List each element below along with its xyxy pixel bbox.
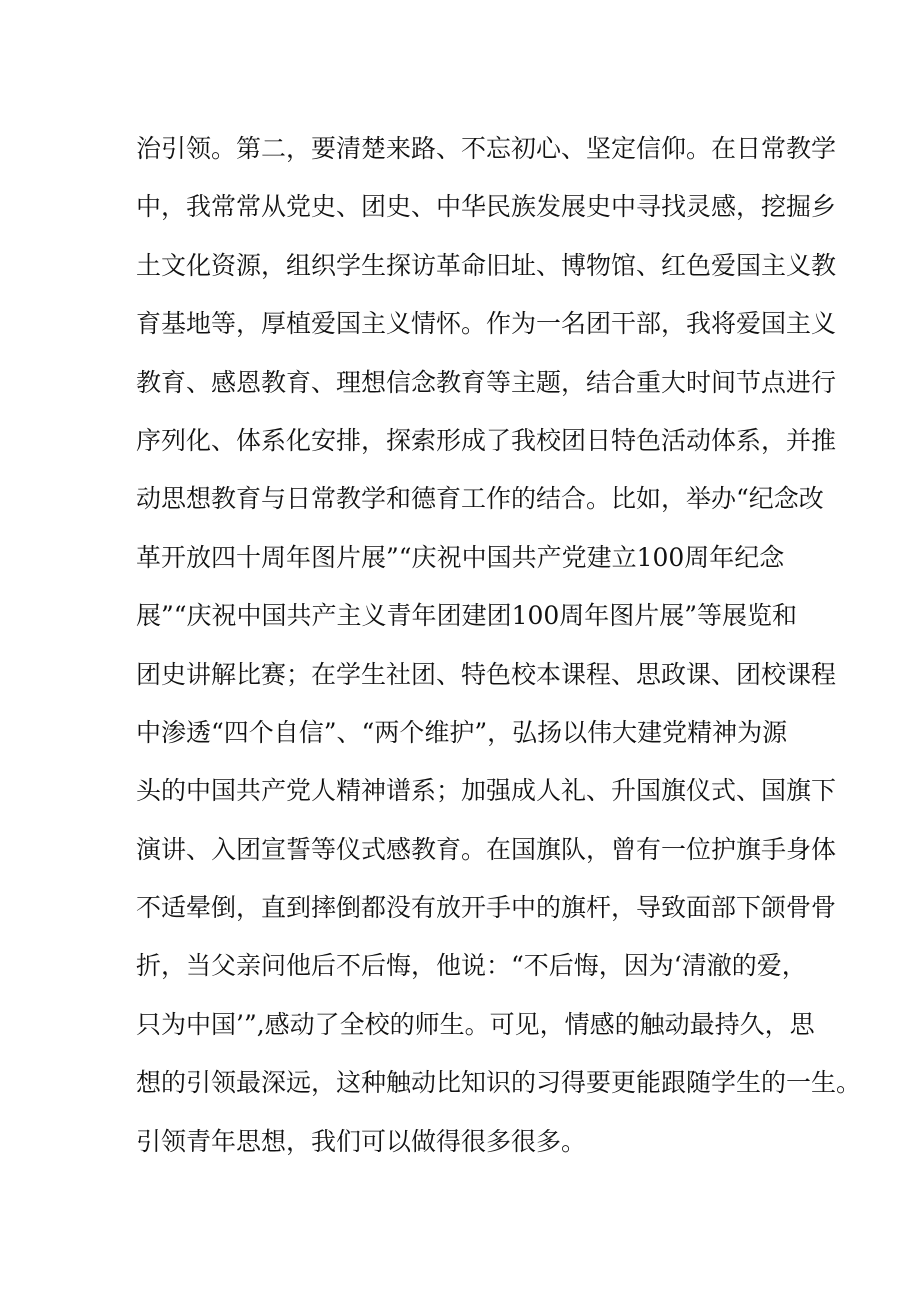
paragraph-line-5: 教育、感恩教育、理想信念教育等主题，结合重大时间节点进行: [136, 367, 837, 397]
paragraph-line-15: 折，当父亲问他后不后悔，他说：“不后悔，因为‘清澈的爱，: [136, 951, 807, 981]
paragraph-line-1: 治引领。第二，要清楚来路、不忘初心、坚定信仰。在日常教学: [136, 134, 837, 163]
paragraph-line-18: 引领青年思想，我们可以做得很多很多。: [136, 1126, 587, 1156]
paragraph-line-12: 头的中国共产党人精神谱系；加强成人礼、升国旗仪式、国旗下: [136, 776, 837, 806]
paragraph-line-16: 只为中国’”,感动了全校的师生。可见，情感的触动最持久，思: [136, 1009, 815, 1039]
paragraph-line-13: 演讲、入团宣誓等仪式感教育。在国旗队，曾有一位护旗手身体: [136, 834, 837, 864]
body-paragraph: [136, 120, 862, 1171]
paragraph-line-7: 动思想教育与日常教学和德育工作的结合。比如，举办“纪念改: [136, 484, 824, 514]
paragraph-line-10: 团史讲解比赛；在学生社团、特色校本课程、思政课、团校课程: [136, 659, 837, 689]
paragraph-line-9: 展”“庆祝中国共产主义青年团建团100周年图片展”等展览和: [136, 601, 798, 631]
paragraph-line-6: 序列化、体系化安排，探索形成了我校团日特色活动体系，并推: [136, 425, 837, 455]
paragraph-line-14: 不适晕倒，直到摔倒都没有放开手中的旗杆，导致面部下颌骨骨: [136, 893, 837, 923]
paragraph-line-11: 中渗透“四个自信”、“两个维护”，弘扬以伟大建党精神为源: [136, 717, 788, 747]
paragraph-line-17: 想的引领最深远，这种触动比知识的习得要更能跟随学生的一生。: [136, 1068, 862, 1098]
paragraph-line-4: 育基地等，厚植爱国主义情怀。作为一名团干部，我将爱国主义: [136, 309, 837, 339]
paragraph-line-2: 中，我常常从党史、团史、中华民族发展史中寻找灵感，挖掘乡: [136, 192, 837, 222]
paragraph-line-3: 土文化资源，组织学生探访革命旧址、博物馆、红色爱国主义教: [136, 250, 837, 280]
paragraph-line-8: 革开放四十周年图片展”“庆祝中国共产党建立100周年纪念: [136, 542, 785, 572]
